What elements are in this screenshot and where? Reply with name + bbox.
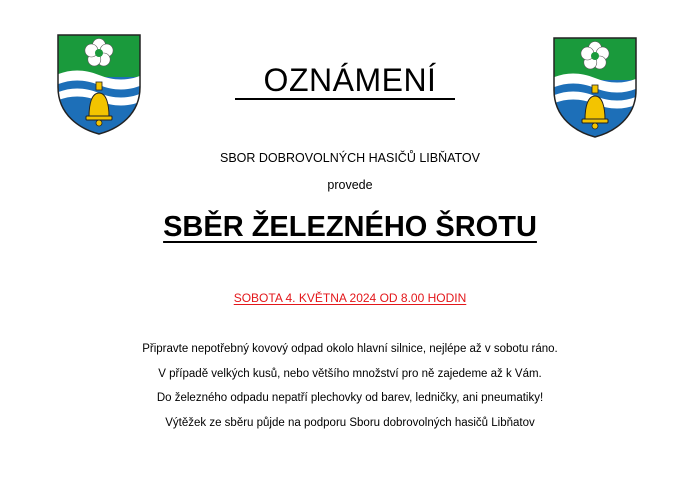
instruction-line: Výtěžek ze sběru půjde na podporu Sboru dobrovolných hasičů Libňatov <box>165 416 535 429</box>
title-underline <box>235 98 455 100</box>
page-title: OZNÁMENÍ <box>263 62 437 98</box>
event-date: SOBOTA 4. KVĚTNA 2024 OD 8.00 HODIN <box>233 291 467 305</box>
instructions <box>0 341 700 439</box>
organization-name: SBOR DOBROVOLNÝCH HASIČŮ LIBŇATOV <box>219 151 480 165</box>
instruction-line: V případě velkých kusů, nebo většího množství pro ně zajedeme až k Vám. <box>158 367 542 380</box>
instruction-line: Do železného odpadu nepatří plechovky od barev, ledničky, ani pneumatiky! <box>156 392 544 404</box>
instruction-line: Připravte nepotřebný kovový odpad okolo hlavní silnice, nejlépe až v sobotu ráno. <box>142 343 558 355</box>
event-headline: SBĚR ŽELEZNÉHO ŠROTU <box>163 211 537 243</box>
provede-text: provede <box>327 178 373 192</box>
